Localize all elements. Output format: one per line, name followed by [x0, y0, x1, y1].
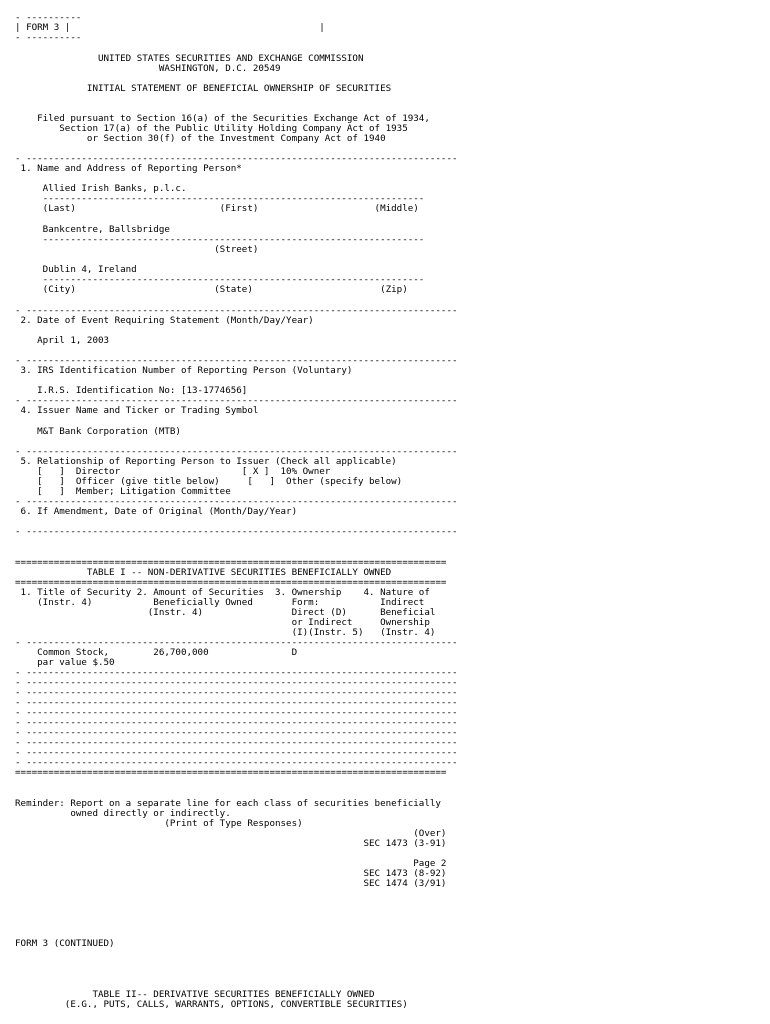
item-2-heading: 2. Date of Event Requiring Statement (Month/Day/Year): [15, 315, 314, 326]
section-divider: - ------------------------------------------------------------------------------: [15, 355, 458, 366]
table-1-header-row-2: (Instr. 4) Beneficially Owned Form: Indirect: [15, 597, 425, 608]
agency-address: WASHINGTON, D.C. 20549: [15, 63, 281, 74]
table-row-rule: - ------------------------------------------------------------------------------: [15, 737, 458, 748]
filing-basis-line-2: Section 17(a) of the Public Utility Holding Company Act of 1935: [15, 123, 408, 134]
table-row-rule: - ------------------------------------------------------------------------------: [15, 717, 458, 728]
item-4-heading: 4. Issuer Name and Ticker or Trading Symbol: [15, 405, 259, 416]
irs-id-value: I.R.S. Identification No: [13-1774656]: [15, 385, 248, 396]
page-number: Page 2: [15, 858, 447, 869]
form-code: SEC 1473 (3-91): [15, 838, 447, 849]
item-3-heading: 3. IRS Identification Number of Reporting Person (Voluntary): [15, 365, 353, 376]
item-5-heading: 5. Relationship of Reporting Person to Issuer (Check all applicable): [15, 456, 397, 467]
filing-basis-line-1: Filed pursuant to Section 16(a) of the Securities Exchange Act of 1934,: [15, 113, 430, 124]
form-code: SEC 1473 (8-92): [15, 868, 447, 879]
table-row-rule: - ------------------------------------------------------------------------------: [15, 687, 458, 698]
event-date-value: April 1, 2003: [15, 335, 110, 346]
field-underline: ---------------------------------------------------------------------: [15, 274, 425, 285]
print-instruction: (Print of Type Responses): [15, 818, 303, 829]
field-underline: ---------------------------------------------------------------------: [15, 234, 425, 245]
table-row-rule: - ------------------------------------------------------------------------------: [15, 757, 458, 768]
table-1-title-rule: ==============================================================================: [15, 577, 447, 588]
over-note: (Over): [15, 828, 447, 839]
name-field-labels: (Last) (First) (Middle): [15, 203, 419, 214]
table-1-header-row-3: (Instr. 4) Direct (D) Beneficial: [15, 607, 436, 618]
table-row-rule: - ------------------------------------------------------------------------------: [15, 677, 458, 688]
table-2-subtitle: (E.G., PUTS, CALLS, WARRANTS, OPTIONS, CONVERTIBLE SECURITIES): [15, 999, 408, 1010]
form-header-bottom-rule: - ----------: [15, 32, 82, 43]
relationship-row-officer-other: [ ] Officer (give title below) [ ] Other (specify below): [15, 476, 403, 487]
table-row-rule: - ------------------------------------------------------------------------------: [15, 727, 458, 738]
agency-name: UNITED STATES SECURITIES AND EXCHANGE COMMISSION: [15, 53, 364, 64]
form-code: SEC 1474 (3/91): [15, 878, 447, 889]
relationship-row-member: [ ] Member; Litigation Committee: [15, 486, 231, 497]
table-1-header-row-5: (I)(Instr. 5) (Instr. 4): [15, 627, 436, 638]
continued-heading: FORM 3 (CONTINUED): [15, 938, 115, 949]
section-divider: - ------------------------------------------------------------------------------: [15, 446, 458, 457]
section-divider: - ------------------------------------------------------------------------------: [15, 305, 458, 316]
table-1-top-rule: ==============================================================================: [15, 557, 447, 568]
document-title: INITIAL STATEMENT OF BENEFICIAL OWNERSHIP OF SECURITIES: [15, 83, 392, 94]
table-1-title: TABLE I -- NON-DERIVATIVE SECURITIES BENEFICIALLY OWNED: [15, 567, 392, 578]
reporting-person-street: Bankcentre, Ballsbridge: [15, 224, 170, 235]
table-row-rule: - ------------------------------------------------------------------------------: [15, 697, 458, 708]
issuer-name-value: M&T Bank Corporation (MTB): [15, 426, 181, 437]
table-1-header-row-1: 1. Title of Security 2. Amount of Securities 3. Ownership 4. Nature of: [15, 587, 430, 598]
table-row: Common Stock, 26,700,000 D: [15, 647, 298, 658]
field-underline: ---------------------------------------------------------------------: [15, 193, 425, 204]
table-row-continued: par value $.50: [15, 657, 115, 668]
item-1-heading: 1. Name and Address of Reporting Person*: [15, 163, 242, 174]
reporting-person-name: Allied Irish Banks, p.l.c.: [15, 183, 187, 194]
form-title-box: | FORM 3 | |: [15, 22, 325, 33]
table-row-rule: - ------------------------------------------------------------------------------: [15, 707, 458, 718]
reminder-line-2: owned directly or indirectly.: [15, 808, 231, 819]
item-6-heading: 6. If Amendment, Date of Original (Month/Day/Year): [15, 506, 298, 517]
reporting-person-city: Dublin 4, Ireland: [15, 264, 137, 275]
city-state-zip-labels: (City) (State) (Zip): [15, 284, 408, 295]
filing-basis-line-3: or Section 30(f) of the Investment Company Act of 1940: [15, 133, 386, 144]
table-1-header-rule: - ------------------------------------------------------------------------------: [15, 637, 458, 648]
section-divider: - ------------------------------------------------------------------------------: [15, 395, 458, 406]
section-divider: - ------------------------------------------------------------------------------: [15, 496, 458, 507]
section-divider: - ------------------------------------------------------------------------------: [15, 526, 458, 537]
table-row-rule: - ------------------------------------------------------------------------------: [15, 667, 458, 678]
form-header-top-rule: - ----------: [15, 12, 82, 23]
reminder-line-1: Reminder: Report on a separate line for each class of securities beneficially: [15, 798, 441, 809]
table-row-rule: - ------------------------------------------------------------------------------: [15, 747, 458, 758]
table-2-title: TABLE II-- DERIVATIVE SECURITIES BENEFICIALLY OWNED: [15, 989, 375, 1000]
table-1-bottom-rule: ==============================================================================: [15, 767, 447, 778]
section-divider: - ------------------------------------------------------------------------------: [15, 153, 458, 164]
street-field-label: (Street): [15, 244, 259, 255]
table-1-header-row-4: or Indirect Ownership: [15, 617, 430, 628]
relationship-row-director-owner: [ ] Director [ X ] 10% Owner: [15, 466, 331, 477]
